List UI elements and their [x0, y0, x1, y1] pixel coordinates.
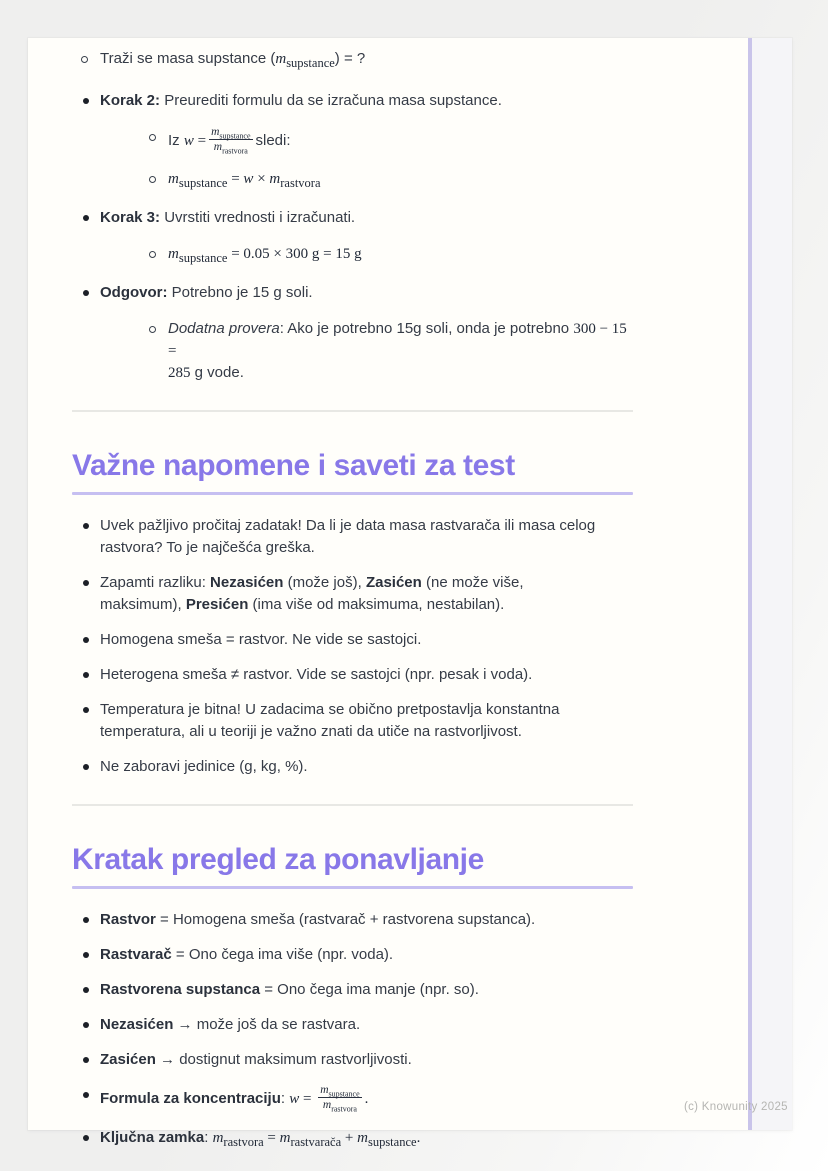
list-item	[140, 318, 633, 384]
math-subscript: rastvora	[331, 1104, 357, 1114]
term-label: Ključna zamka	[100, 1128, 205, 1146]
term-text: = Ono čega ima više (npr. voda).	[171, 945, 394, 963]
list-item	[72, 629, 633, 651]
math-variable: m	[357, 1129, 368, 1146]
review-list	[72, 909, 633, 1153]
math-operator: =	[197, 132, 207, 149]
note-text: (može još),	[283, 573, 366, 591]
term-text: :	[280, 1089, 290, 1107]
bullet-icon	[83, 523, 89, 529]
sub-list	[140, 243, 633, 269]
math-variable: w	[183, 132, 194, 149]
circle-bullet-icon	[81, 56, 88, 63]
fraction	[318, 1083, 361, 1113]
list-item	[72, 979, 633, 1001]
bullet-icon	[83, 290, 89, 296]
term-label: Formula za koncentraciju	[100, 1089, 281, 1107]
math-variable: m	[211, 126, 220, 138]
term-label: Presićen	[185, 595, 249, 613]
answer-text: Potrebno je 15 g soli.	[167, 283, 313, 301]
heading-underline	[72, 492, 633, 495]
bullet-icon	[83, 952, 89, 958]
term-text: = Ono čega ima manje (npr. so).	[260, 980, 479, 998]
term-label: Nezasićen	[100, 1015, 174, 1033]
list-item	[72, 1127, 633, 1153]
math-subscript: rastvarača	[290, 1134, 342, 1149]
list-item	[72, 90, 633, 194]
list-item	[72, 944, 633, 966]
note-label: Dodatna provera	[168, 319, 280, 337]
note-text: Ne zaboravi jedinice (g, kg, %).	[100, 757, 308, 775]
math-operator: =	[227, 170, 244, 187]
note-text: (ne može više,	[421, 573, 524, 591]
math-expression: 300 − 15 =	[168, 320, 627, 359]
note-text: rastvora? To je najčešća greška.	[100, 538, 315, 556]
term-text: → može još da se rastvara.	[173, 1015, 361, 1033]
term-text: = Homogena smeša (rastvarač + rastvorena supstanca).	[155, 910, 536, 928]
math-expression: 285	[168, 364, 191, 381]
bullet-icon	[83, 1057, 89, 1063]
section-heading: Kratak pregled za ponavljanje	[72, 842, 484, 876]
side-accent-line	[748, 38, 752, 1130]
math-subscript: supstance	[178, 250, 228, 265]
notes-list	[72, 515, 633, 778]
bullet-icon	[83, 764, 89, 770]
math-text: .	[364, 1090, 369, 1107]
document-content	[72, 38, 633, 1153]
step-text: ) = ?	[334, 50, 366, 67]
copyright-watermark: (c) Knowunity 2025	[684, 1101, 788, 1113]
note-text: temperatura, ali u teoriji je važno znati da utiče na rastvorljivost.	[100, 722, 522, 740]
note-text: Temperatura je bitna! U zadacima se obično pretpostavlja konstantna	[100, 700, 560, 718]
bullet-icon	[83, 98, 89, 104]
list-item	[72, 572, 633, 616]
step-text: sledi:	[255, 131, 291, 149]
note-text: Heterogena smeša ≠ rastvor. Vide se sastojci (npr. pesak i voda).	[100, 665, 533, 683]
math-variable: m	[322, 1099, 332, 1112]
list-item	[140, 168, 633, 194]
step-text: Traži se masa supstance (	[100, 50, 276, 67]
term-label: Nezasićen	[210, 573, 284, 591]
note-text: Homogena smeša = rastvor. Ne vide se sastojci.	[100, 630, 422, 648]
term-text: → dostignut maksimum rastvorljivosti.	[155, 1050, 412, 1068]
bullet-icon	[83, 672, 89, 678]
math-variable: w	[289, 1090, 300, 1107]
math-operator: ×	[253, 170, 270, 187]
term-label: Zasićen	[100, 1050, 156, 1068]
list-item	[72, 1014, 633, 1036]
note-text: g vode.	[190, 363, 244, 381]
math-variable: w	[243, 170, 254, 187]
math-variable: m	[320, 1083, 329, 1096]
heading-underline	[72, 886, 633, 889]
section-divider	[72, 804, 633, 806]
math-variable: m	[275, 51, 287, 67]
math-subscript: supstance	[178, 175, 228, 190]
circle-bullet-icon	[149, 134, 156, 141]
circle-bullet-icon	[149, 176, 156, 183]
list-item	[140, 243, 633, 269]
section-heading: Važne napomene i saveti za test	[72, 448, 515, 482]
note-text: : Ako je potrebno 15g soli, onda je potrebno	[279, 319, 574, 337]
term-text: :	[204, 1128, 213, 1146]
list-item	[72, 48, 633, 74]
solution-steps-list	[72, 48, 633, 384]
list-item	[72, 207, 633, 269]
math-variable: m	[212, 1129, 224, 1146]
bullet-icon	[83, 215, 89, 221]
step-text: Preurediti formulu da se izračuna masa supstance.	[160, 92, 502, 109]
math-subscript: supstance	[219, 131, 251, 141]
list-item	[72, 699, 633, 743]
fraction	[209, 125, 252, 155]
math-subscript: supstance	[367, 1134, 417, 1149]
math-variable: m	[279, 1129, 291, 1146]
list-item	[72, 1049, 633, 1071]
circle-bullet-icon	[149, 251, 156, 258]
list-item	[72, 664, 633, 686]
term-label: Rastvor	[100, 910, 156, 928]
math-variable: m	[168, 170, 179, 187]
note-text: maksimum),	[100, 595, 186, 613]
math-expression: = 0.05 × 300 g = 15 g	[227, 245, 362, 262]
bullet-icon	[83, 707, 89, 713]
list-item	[72, 1084, 633, 1114]
answer-label: Odgovor:	[100, 283, 168, 301]
list-item	[72, 756, 633, 778]
math-subscript: supstance	[286, 56, 335, 70]
bullet-icon	[83, 917, 89, 923]
math-subscript: supstance	[328, 1089, 360, 1099]
list-item	[72, 909, 633, 931]
section-divider	[72, 410, 633, 412]
note-text: (ima više od maksimuma, nestabilan).	[248, 595, 505, 613]
step-text: Iz	[168, 131, 184, 149]
term-label: Rastvarač	[100, 945, 172, 963]
note-text: Zapamti razliku:	[100, 573, 211, 591]
math-operator: =	[263, 1129, 280, 1146]
list-item	[140, 126, 633, 156]
document-page	[28, 38, 792, 1149]
math-variable: m	[213, 141, 223, 154]
note-text: Uvek pažljivo pročitaj zadatak! Da li je data masa rastvarača ili masa celog	[100, 516, 596, 534]
step-text: Uvrstiti vrednosti i izračunati.	[160, 208, 356, 226]
bullet-icon	[83, 1092, 89, 1098]
circle-bullet-icon	[149, 326, 156, 333]
bullet-icon	[83, 580, 89, 586]
math-subscript: rastvora	[280, 175, 321, 190]
math-text: .	[416, 1129, 421, 1146]
bullet-icon	[83, 987, 89, 993]
math-variable: m	[168, 245, 179, 262]
list-item	[72, 282, 633, 384]
sub-list	[140, 126, 633, 194]
math-subscript: rastvora	[222, 146, 248, 156]
bullet-icon	[83, 637, 89, 643]
term-label: Zasićen	[365, 573, 422, 591]
bullet-icon	[83, 1135, 89, 1141]
math-subscript: rastvora	[223, 1134, 264, 1149]
step-label: Korak 3:	[100, 208, 161, 226]
term-label: Rastvorena supstanca	[100, 980, 261, 998]
page-right-margin	[752, 38, 792, 1130]
math-operator: +	[341, 1129, 358, 1146]
list-item	[72, 515, 633, 559]
math-operator: =	[299, 1090, 316, 1107]
bullet-icon	[83, 1022, 89, 1028]
math-variable: m	[269, 170, 281, 187]
step-label: Korak 2:	[100, 92, 161, 109]
sub-list	[140, 318, 633, 384]
